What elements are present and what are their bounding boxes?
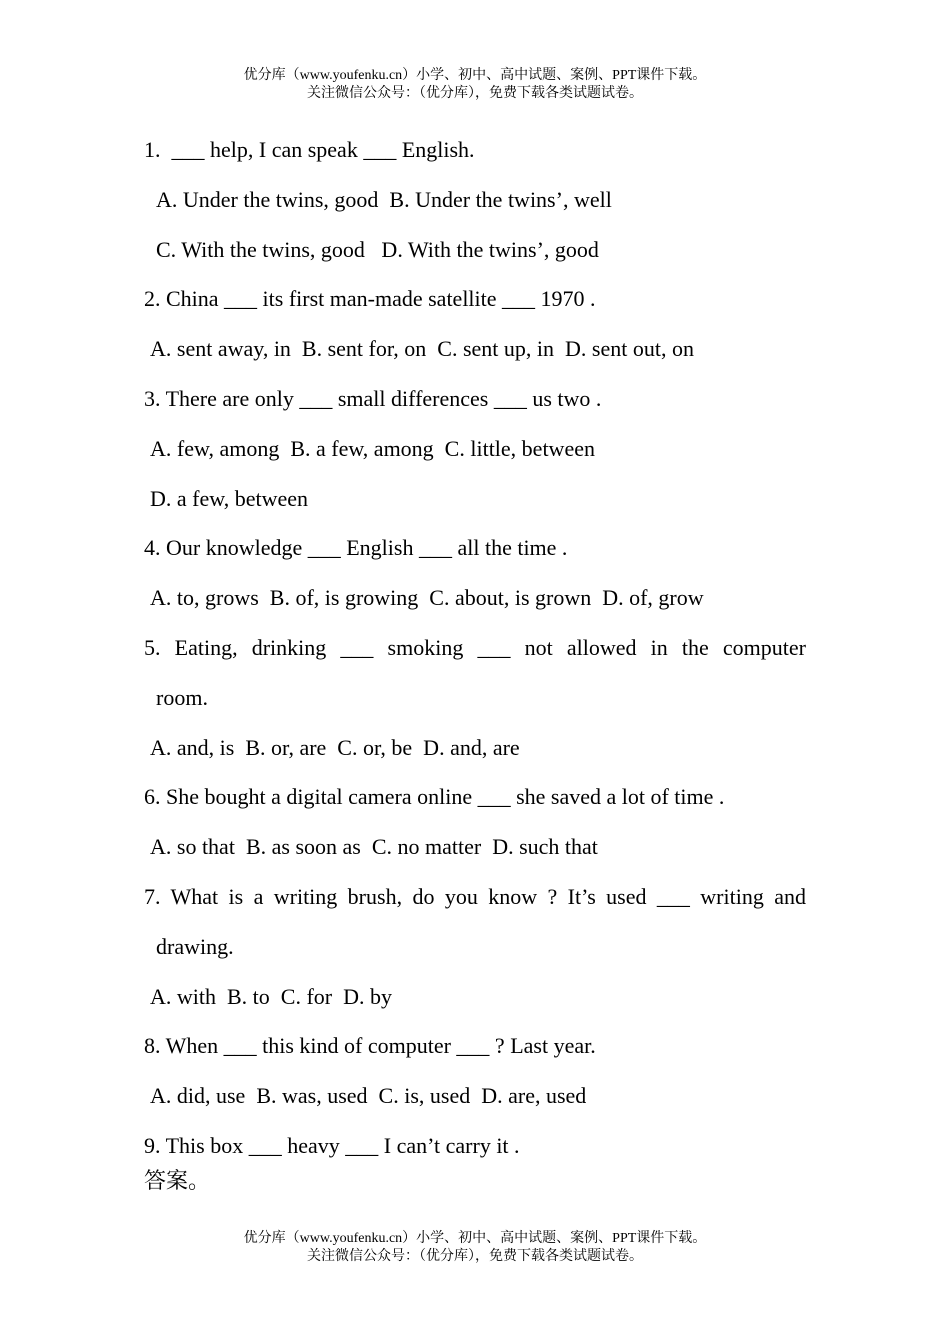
question-2-options: A. sent away, in B. sent for, on C. sent up, in D. sent out, on <box>150 336 694 362</box>
question-2: 2. China ___ its first man-made satellite ___ 1970 . <box>144 286 596 312</box>
question-5-continuation: room. <box>156 684 208 710</box>
question-4: 4. Our knowledge ___ English ___ all the time . <box>144 535 568 561</box>
exercise-content <box>144 135 806 1181</box>
footer-line-2: 关注微信公众号：（优分库），免费下载各类试题试卷。 <box>307 1249 643 1264</box>
header-line-2: 关注微信公众号：（优分库），免费下载各类试题试卷。 <box>307 86 643 101</box>
question-7: 7. What is a writing brush, do you know ? It’s used ___ writing and <box>144 883 806 909</box>
footer-line-1: 优分库（www.youfenku.cn）小学、初中、高中试题、案例、PPT课件下载。 <box>243 1231 707 1246</box>
question-8: 8. When ___ this kind of computer ___ ? Last year. <box>144 1033 596 1059</box>
question-9: 9. This box ___ heavy ___ I can’t carry it . <box>144 1132 520 1158</box>
header-line-1: 优分库（www.youfenku.cn）小学、初中、高中试题、案例、PPT课件下载。 <box>243 68 707 83</box>
question-1-options-ab: A. Under the twins, good B. Under the twins’, well <box>156 186 612 212</box>
question-7-continuation: drawing. <box>156 933 234 959</box>
question-4-options: A. to, grows B. of, is growing C. about, is grown D. of, grow <box>150 585 704 611</box>
question-3-options-abc: A. few, among B. a few, among C. little, between <box>150 435 595 461</box>
question-6-options: A. so that B. as soon as C. no matter D. such that <box>150 834 598 860</box>
question-1-options-cd: C. With the twins, good D. With the twins’, good <box>156 236 599 262</box>
question-3: 3. There are only ___ small differences ___ us two . <box>144 385 602 411</box>
page-header <box>0 67 950 103</box>
page-footer <box>0 1230 950 1266</box>
question-8-options: A. did, use B. was, used C. is, used D. are, used <box>150 1083 587 1109</box>
question-7-options: A. with B. to C. for D. by <box>150 983 392 1009</box>
question-5: 5. Eating, drinking ___ smoking ___ not allowed in the computer <box>144 634 806 660</box>
question-5-options: A. and, is B. or, are C. or, be D. and, are <box>150 734 520 760</box>
question-6: 6. She bought a digital camera online ___ she saved a lot of time . <box>144 784 725 810</box>
question-3-option-d: D. a few, between <box>150 485 308 511</box>
answer-label: 答案。 <box>144 1169 211 1194</box>
question-1: 1. ___ help, I can speak ___ English. <box>144 137 475 162</box>
